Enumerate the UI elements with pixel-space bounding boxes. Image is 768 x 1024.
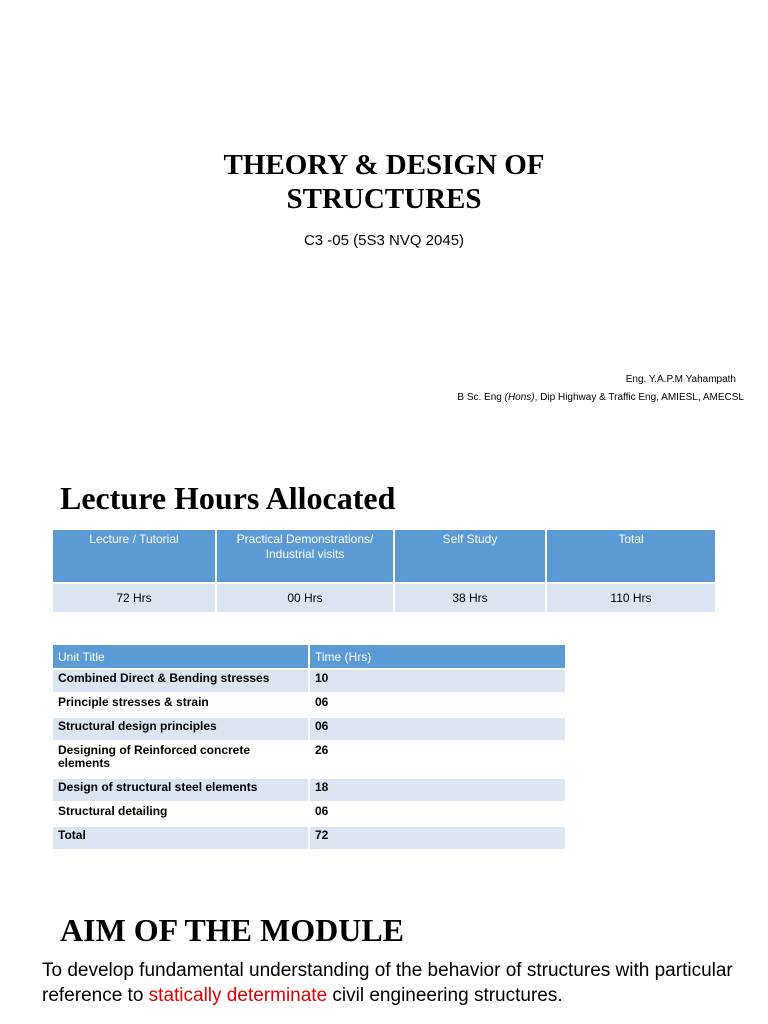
- aim-heading: AIM OF THE MODULE: [60, 912, 405, 948]
- value-lecture: 72 Hrs: [53, 583, 216, 612]
- unit-title: Combined Direct & Bending stresses: [53, 669, 309, 693]
- slide-title: [0, 148, 768, 216]
- credentials-text-rest: , Dip Highway & Traffic Eng, AMIESL, AMECSL: [534, 392, 744, 403]
- unit-time: 06: [309, 717, 565, 741]
- value-total: 110 Hrs: [546, 583, 715, 612]
- title-line-1: THEORY & DESIGN OF: [223, 149, 545, 181]
- unit-title: Total: [53, 826, 309, 849]
- unit-title: Structural design principles: [53, 717, 309, 741]
- table-row: [53, 717, 565, 741]
- header-total: Total: [546, 530, 715, 583]
- table-row: [53, 741, 565, 778]
- aim-text: [42, 958, 762, 1008]
- aim-text-end: civil engineering structures.: [327, 985, 563, 1006]
- header-lecture: Lecture / Tutorial: [53, 530, 216, 583]
- header-unit-title: Unit Title: [53, 645, 309, 669]
- value-practical: 00 Hrs: [216, 583, 394, 612]
- unit-time-table: [53, 645, 565, 849]
- unit-time: 06: [309, 693, 565, 717]
- unit-time: 18: [309, 778, 565, 802]
- lecture-hours-table: [53, 530, 715, 612]
- table-row: [53, 802, 565, 826]
- unit-title: Structural detailing: [53, 802, 309, 826]
- table-row: [53, 583, 715, 612]
- value-self-study: 38 Hrs: [394, 583, 546, 612]
- author-credentials: [0, 392, 744, 403]
- aim-text-start: To develop fundamental understanding of the behavior of structures with particular reference to: [42, 960, 733, 1006]
- title-line-2: STRUCTURES: [286, 183, 482, 215]
- table-row-total: [53, 826, 565, 849]
- credentials-text: B Sc. Eng: [457, 392, 505, 403]
- unit-time: 06: [309, 802, 565, 826]
- table-row: [53, 693, 565, 717]
- table-header-row: [53, 645, 565, 669]
- header-time: Time (Hrs): [309, 645, 565, 669]
- unit-time: 10: [309, 669, 565, 693]
- credentials-italic: (Hons): [504, 392, 535, 403]
- course-code: C3 -05 (5S3 NVQ 2045): [303, 232, 465, 249]
- unit-title: Design of structural steel elements: [53, 778, 309, 802]
- table-row: [53, 778, 565, 802]
- unit-title: Principle stresses & strain: [53, 693, 309, 717]
- unit-time: 26: [309, 741, 565, 778]
- header-self-study: Self Study: [394, 530, 546, 583]
- author-name: Eng. Y.A.P.M Yahampath: [625, 374, 736, 385]
- table-row: [53, 669, 565, 693]
- lecture-hours-heading: Lecture Hours Allocated: [60, 480, 396, 516]
- unit-time: 72: [309, 826, 565, 849]
- header-practical: Practical Demonstrations/ Industrial visits: [216, 530, 394, 583]
- aim-highlight: statically determinate: [148, 985, 328, 1006]
- unit-title: Designing of Reinforced concrete elements: [53, 741, 309, 778]
- table-header-row: [53, 530, 715, 583]
